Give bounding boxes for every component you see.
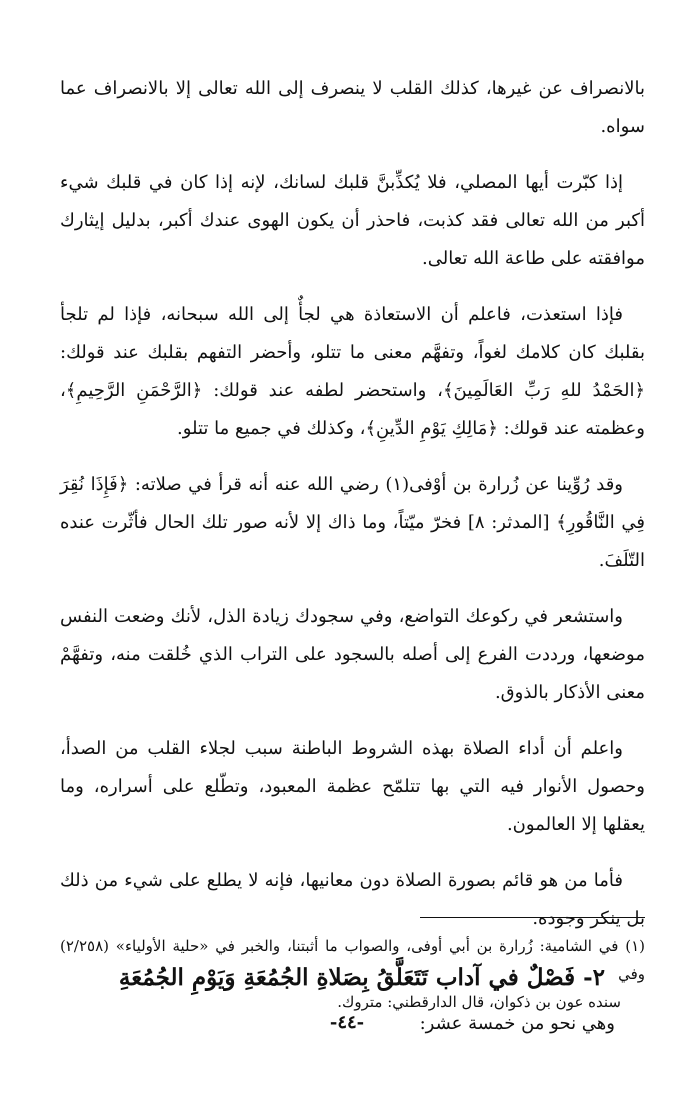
paragraph: واعلم أن أداء الصلاة بهذه الشروط الباطنة سبب لجلاء القلب من الصدأ، وحصول الأنوار فيه التي بها تتلمّح عظمة المعبود، وتطّلع على أسراره، وما يعقلها إلا العالمون. <box>60 738 645 835</box>
footnote-line: سنده عون بن ذكوان، قال الدارقطني: متروك. <box>337 993 621 1011</box>
section-intro: وهي نحو من خمسة عشر: <box>419 1013 615 1034</box>
main-text <box>60 70 645 1042</box>
paragraph: وقد رُوِّينا عن زُرارة بن أوْفى(١) رضي الله عنه أنه قرأ في صلاته: ﴿فَإِذَا نُقِرَ فِي النَّاقُورِ﴾ [المدثر: ٨] فخرّ ميّتاً، وما ذاك إلا لأنه صور تلك الحال فأثّرت عنده التّلَفَ. <box>60 474 645 571</box>
paragraph: واستشعر في ركوعك التواضع، وفي سجودك زيادة الذل، لأنك وضعت النفس موضعها، ورددت الفرع إلى أصله بالسجود على التراب الذي خُلقت منه، وتفهَّمْ معنى الأذكار بالذوق. <box>60 606 645 703</box>
footnote-divider <box>420 917 645 918</box>
section-heading: ٢- فَصْلٌ في آداب تَتَعَلَّقُ بِصَلاةِ الجُمُعَةِ وَيَوْمِ الجُمُعَةِ <box>118 964 605 991</box>
paragraph: فأما من هو قائم بصورة الصلاة دون معانيها، فإنه لا يطلع على شيء من ذلك بل ينكر وجوده. <box>60 870 645 929</box>
footnotes <box>60 932 645 1016</box>
paragraph: إذا كبّرت أيها المصلي، فلا يُكذِّبنَّ قلبك لسانك، لإنه إذا كان في قلبك شيء أكبر من الله تعالى فقد كذبت، فاحذر أن يكون الهوى عندك أكبر، بدليل إيثارك موافقته على طاعة الله تعالى. <box>60 172 645 269</box>
paragraph: بالانصراف عن غيرها، كذلك القلب لا ينصرف إلى الله تعالى إلا بالانصراف عما سواه. <box>60 78 645 137</box>
paragraph: فإذا استعذت، فاعلم أن الاستعاذة هي لجأٌ إلى الله سبحانه، فإذا لم تلجأ بقلبك كان كلامك لغواً، وتفهَّم معنى ما تتلو، وأحضر التفهم بقلبك عند قولك: ﴿الحَمْدُ للهِ رَبِّ العَالَمِينَ﴾، واستحضر لطفه عند قولك: ﴿الرَّحْمَنِ الرَّحِيمِ﴾، وعظمته عند قولك: ﴿مَالِكِ يَوْمِ الدِّينِ﴾، وكذلك في جميع ما تتلو. <box>60 304 645 439</box>
footnote-line: (١) في الشامية: زُرارة بن أبي أوفى، والصواب ما أثبتنا، والخبر في «حلية الأولياء» (٢/٢٥٨) وفي <box>60 937 645 983</box>
page-number: -٤٤- <box>329 1012 365 1033</box>
